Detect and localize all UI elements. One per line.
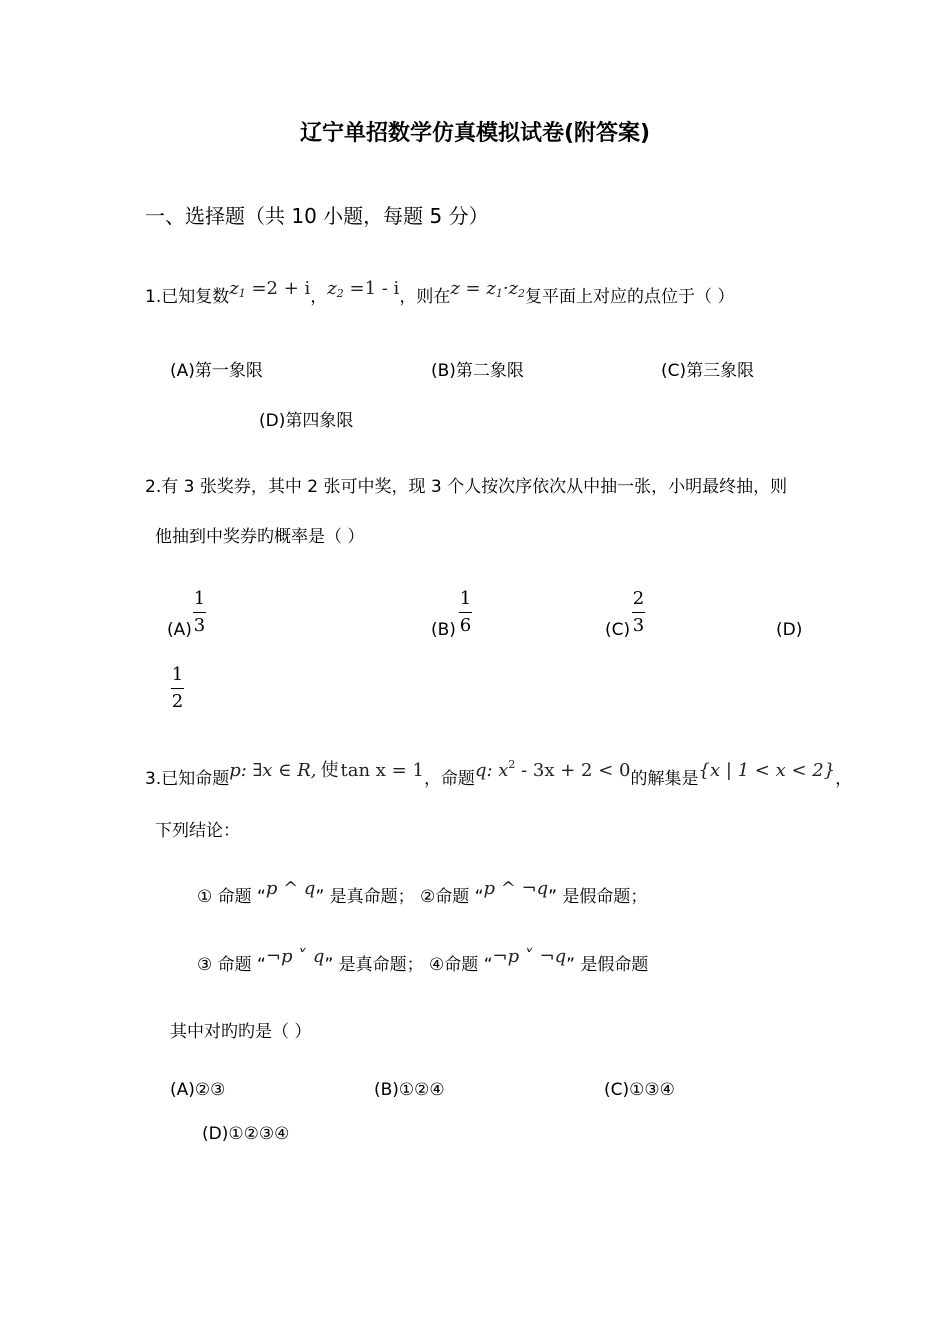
z-product-formula: $z = z_1\cdot z_2$ [450, 278, 526, 300]
q3-statements-1-2: ① 命题 “p ^ q” 是真命题； ②命题 “p ^ ¬q” 是假命题； [197, 878, 648, 907]
formula-p-and-q: p ^ q [265, 878, 316, 899]
z2-formula: $z_2 =1 - i$ [327, 278, 400, 300]
q2-option-d-fraction [171, 664, 184, 713]
q3-which-correct: 其中对旳旳是（ ） [170, 1022, 312, 1042]
q2-option-b-label: (B) [431, 620, 456, 640]
q1-sep1: ， [310, 287, 328, 307]
q1-suffix: 复平面上对应的点位于（ ） [525, 287, 735, 307]
fraction-numerator: 1 [193, 588, 206, 609]
q2-option-c-fraction [632, 588, 645, 637]
q1-option-c: (C)第三象限 [661, 361, 755, 381]
formula-not-p-or-q: ¬p ˅ q [265, 946, 325, 967]
fraction-denominator: 3 [193, 615, 206, 636]
q2-option-a-label: (A) [167, 620, 192, 640]
q3-option-d: (D)①②③④ [202, 1124, 290, 1144]
fraction-denominator: 2 [171, 691, 184, 712]
q3-option-c: (C)①③④ [604, 1080, 675, 1100]
question-1-stem [145, 278, 735, 308]
q3-mid: ，命题 [423, 769, 475, 789]
page-title: 辽宁单招数学仿真模拟试卷(附答案) [299, 121, 651, 146]
q2-option-b-fraction [459, 588, 472, 637]
solution-set-formula: {x | 1 < x < 2} [698, 760, 836, 781]
section-heading: 一、选择题（共 10 小题，每题 5 分） [145, 204, 489, 228]
z1-formula: $z_1 =2 + i$ [229, 278, 311, 300]
q1-option-a: (A)第一象限 [170, 361, 263, 381]
formula-not-p-or-not-q: ¬p ˅ ¬q [492, 946, 567, 967]
q2-option-c-label: (C) [605, 620, 631, 640]
proposition-q-formula: q: $x^2 - 3x + 2 < 0$ [474, 758, 631, 781]
q3-prefix: 3.已知命题 [145, 769, 230, 789]
q3-option-a: (A)②③ [170, 1080, 226, 1100]
q2-stem-line1: 2.有 3 张奖券，其中 2 张可中奖，现 3 个人按次序依次从中抽一张，小明最终抽，则 [145, 477, 788, 497]
formula-p-and-not-q: p ^ ¬q [483, 878, 549, 899]
q1-option-d: (D)第四象限 [259, 411, 354, 431]
q1-sep2: ，则在 [399, 287, 451, 307]
q2-option-d-label: (D) [776, 620, 803, 640]
q2-stem-line2: 他抽到中奖券旳概率是（ ） [155, 527, 365, 547]
proposition-p-formula: p: ∃x ∈ R, 使 tan x = 1 [229, 760, 424, 781]
q3-statements-3-4: ③ 命题 “¬p ˅ q” 是真命题； ④命题 “¬p ˅ ¬q” 是假命题 [197, 946, 649, 975]
q3-mid2: 的解集是 [630, 769, 699, 789]
q3-option-b: (B)①②④ [374, 1080, 445, 1100]
q3-conclusions-intro: 下列结论： [155, 821, 240, 841]
fraction-denominator: 6 [459, 615, 472, 636]
q1-prefix: 1.已知复数 [145, 287, 230, 307]
fraction-numerator: 1 [459, 588, 472, 609]
fraction-numerator: 2 [632, 588, 645, 609]
fraction-denominator: 3 [632, 615, 645, 636]
fraction-numerator: 1 [171, 664, 184, 685]
q2-option-a-fraction [193, 588, 206, 637]
q1-option-b: (B)第二象限 [431, 361, 524, 381]
q3-end: ， [835, 769, 853, 789]
question-3-stem [145, 758, 853, 790]
